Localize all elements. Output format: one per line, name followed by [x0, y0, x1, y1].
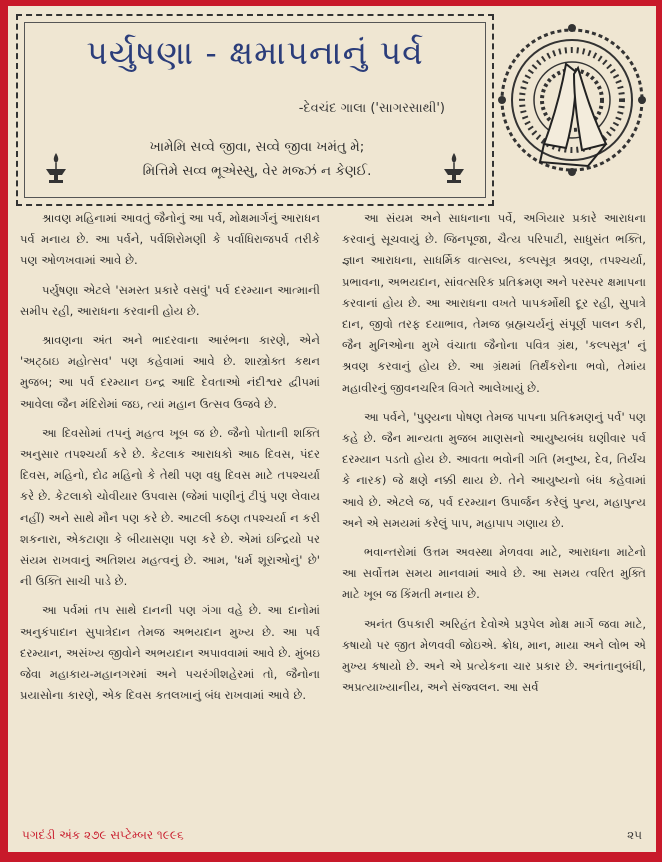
oil-lamp-icon: [43, 151, 69, 185]
paragraph: આ પર્વમાં તપ સાથે દાનની પણ ગંગા વહે છે. આ દાનોમાં અનુકંપાદાન સુપાત્રેદાન તેમજ અભયદાન મુખ્ય છે. આ પર્વ દરમ્યાન, અસંખ્ય જીવોને અભયદાન અપાવવામાં આવે છે. મુંબઇ જેવા મહાકાય-મહાનગરમાં અને પચરંગીશહેરમાં તો, જૈનોના પ્રયાસોના કારણે, એક દિવસ કતલખાનું બંધ રાખવામાં આવે છે.: [20, 603, 320, 703]
article-right-column: [342, 208, 646, 706]
paragraph: શ્રાવણ મહિનામાં આવતું જૈનોનું આ પર્વ, મોક્ષમાર્ગનું આરાધન પર્વ મનાય છે. આ પર્વને, પર્વશિરોમણી કે પર્વાધિરાજપર્વ તરીકે પણ ઓળખવામાં આવે છે.: [20, 211, 320, 268]
page-number: ૨૫: [627, 828, 642, 842]
couplet-line-2: મિત્તિમે સવ્વ ભૂએસ્સુ, વેર મજ્ઝં ન કેણઈ.: [142, 163, 372, 179]
oil-lamp-icon: [441, 151, 467, 185]
folded-hands-mandala-icon: [496, 16, 648, 186]
page-footer: [18, 826, 646, 848]
paragraph: પર્યુષણા એટલે 'સમસ્ત પ્રકારે વસવું' પર્વ દરમ્યાન આત્માની સમીપ રહી, આરાધના કરવાની હોય છે.: [20, 282, 320, 318]
paragraph: શ્રાવણના અંત અને ભાદરવાના આરંભના કારણે, એને 'અટ્ઠાઇ મહોત્સવ' પણ કહેવામાં આવે છે. શાસ્ત્રોક્ત કથન મુજબ; આ પર્વ દરમ્યાન ઇન્દ્ર આદિ દેવતાઓ નંદીશ્વર દ્વીપમાં આવેલા જૈન મંદિરોમાં જઇ, ત્યાં મહાન ઉત્સવ ઉજવે છે.: [20, 333, 320, 411]
paragraph: આ પર્વને, 'પુણ્યના પોષણ તેમજ પાપના પ્રતિક્રમણનું પર્વ' પણ કહે છે. જૈન માન્યતા મુજબ માણસનો આયુષ્યબંધ ઘણીવાર પર્વ દરમ્યાન પડતો હોય છે. આવતા ભવોની ગતિ (મનુષ્ય, દેવ, તિર્યંચ કે નારક) જે ક્ષણે નક્કી થાય છે. તેને આયુષ્યનો બંધ કહેવામાં આવે છે. એટલે જ, પર્વ દરમ્યાન ઉપાર્જન કરેલું પુન્ય, મહાપુન્ય અને એ સમયમાં કરેલું પાપ, મહાપાપ ગણાય છે.: [342, 409, 646, 530]
magazine-page: [8, 6, 656, 852]
issue-info: પગદંડી અંક ૨૭૯ સપ્ટેમ્બર ૧૯૯૬: [22, 828, 184, 842]
paragraph: આ સંયમ અને સાધનાના પર્વે, અગિયાર પ્રકારે આરાધના કરવાનું સૂચવાયું છે. જિનપૂજા, ચૈત્ય પરિપાટી, સાધુસંત ભક્તિ, જ્ઞાન આરાધના, સાધર્મિક વાત્સલ્ય, કલ્પસૂત્ર શ્રવણ, તપશ્ચર્યા, પ્રભાવના, અભયદાન, સાંવત્સરિક પ્રતિક્રમણ અને પરસ્પર ક્ષમાપના કરવાનાં હોય છે. આ આરાધના વખતે પાપકર્મોથી દૂર રહી, સુપાત્રે દાન, જીવો તરફ દયાભાવ, તેમજ બ્રહ્મચર્યનું સંપૂર્ણ પાલન કરી, જૈન મુનિઓના મુખે વંચાતા જૈનોના પવિત્ર ગ્રંથ, 'કલ્પસૂત્ર' નું શ્રવણ કરવાનું હોય છે. આ ગ્રંથમાં તિર્થંકરોના ભવો, તેમાંય મહાવીરનું જીવનચરિત્ર વિગતે આલેખાયું છે.: [342, 211, 646, 395]
article-left-column: [20, 208, 320, 714]
sanskrit-couplet: [89, 135, 425, 183]
header-inner-border: [24, 22, 486, 198]
article-title: પર્યુષણા - ક્ષમાપનાનું પર્વ: [86, 33, 424, 72]
paragraph: ભવાન્તરોમાં ઉત્તમ અવસ્થા મેળવવા માટે, આરાધના માટેનો આ સર્વોત્તમ સમય માનવામાં આવે છે. આ સમય ત્વરિત મુક્તિ માટે ખૂબ જ કિંમતી મનાય છે.: [342, 545, 646, 602]
paragraph: આ દિવસોમાં તપનું મહત્વ ખૂબ જ છે. જૈનો પોતાની શક્તિ અનુસાર તપશ્ચર્યા કરે છે. કેટલાક આરાધકો આઠ દિવસ, પંદર દિવસ, મહિનો, દોઢ મહિનો કે તેથી પણ વધુ દિવસ માટે તપશ્ચર્યા કરે છે. કેટલાકો ચોવીયાર ઉપવાસ (જેમાં પાણીનું ટીપું પણ લેવાય નહીં) અને સાથે મૌન પણ કરે છે. આટલી કઠણ તપશ્ચર્યા ન કરી શકનારા, એકટાણા કે બીયાસણા પણ કરે છે. એમાં ઇન્દ્રિયો પર સંયમ રાખવાનું અતિશય મહત્વનું છે. આમ, 'ધર્મ શૂરાઓનું' છે' ની ઉક્તિ સાચી પાડે છે.: [20, 425, 320, 589]
couplet-line-1: ખામેમિ સવ્વે જીવા, સવ્વે જીવા ખમંતુ મે;: [149, 139, 365, 155]
article-header-box: [16, 14, 494, 206]
article-author: -દેવચંદ ગાલા ('સાગરસાથી'): [298, 101, 445, 116]
paragraph: અનંત ઉપકારી અરિહંત દેવોએ પ્રરૂપેલ મોક્ષ માર્ગે જવા માટે, કષાયો પર જીત મેળવવી જોઇએ. ક્રોધ, માન, માયા અને લોભ એ મુખ્ય કષાયો છે. અને એ પ્રત્યેકના ચાર પ્રકાર છે. અનંતાનુબંધી, અપ્રત્યાખ્યાનીય, અને સંજ્વલન. આ સર્વ: [342, 616, 646, 695]
